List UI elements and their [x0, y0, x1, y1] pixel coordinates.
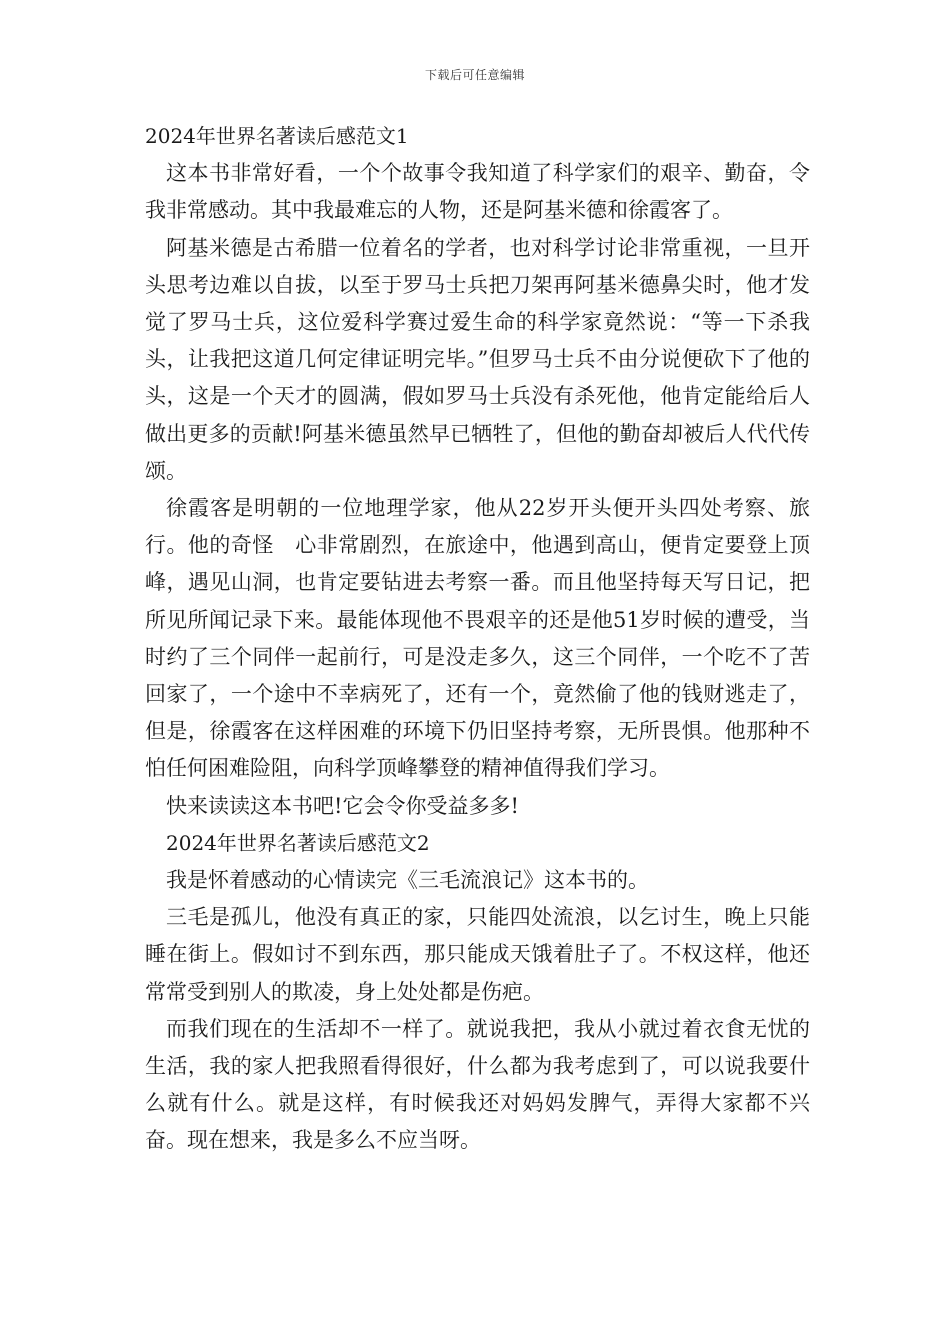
article-1-paragraph-3: 徐霞客是明朝的一位地理学家，他从22岁开头便开头四处考察、旅行。他的奇怪 心非常剧烈，在旅途中，他遇到高山，便肯定要登上顶峰，遇见山洞，也肯定要钻进去考察一番。而且他坚持每天写日记，把所见所闻记录下来。最能体现他不畏艰辛的还是他51岁时候的遭受，当时约了三个同伴一起前行，可是没走多久，这三个同伴，一个吃不了苦回家了，一个途中不幸病死了，还有一个，竟然偷了他的钱财逃走了，但是，徐霞客在这样困难的环境下仍旧坚持考察，无所畏惧。他那种不怕任何困难险阻，向科学顶峰攀登的精神值得我们学习。 [145, 496, 810, 781]
article-1-paragraph-1: 这本书非常好看，一个个故事令我知道了科学家们的艰辛、勤奋，令我非常感动。其中我最难忘的人物，还是阿基米德和徐霞客了。 [145, 161, 810, 223]
article-1-paragraph-4: 快来读读这本书吧!它会令你受益多多! [166, 793, 519, 818]
article-2-paragraph-3: 而我们现在的生活却不一样了。就说我把，我从小就过着衣食无忧的生活，我的家人把我照看得很好，什么都为我考虑到了，可以说我要什么就有什么。就是这样，有时候我还对妈妈发脾气，弄得大家都不兴奋。现在想来，我是多么不应当呀。 [145, 1016, 810, 1153]
article-2-paragraph-1: 我是怀着感动的心情读完《三毛流浪记》这本书的。 [166, 868, 649, 893]
article-2-paragraph-2: 三毛是孤儿，他没有真正的家，只能四处流浪，以乞讨生，晚上只能睡在街上。假如讨不到东西，那只能成天饿着肚子了。不权这样，他还常常受到别人的欺凌，身上处处都是伤疤。 [145, 905, 810, 1004]
page-header: 下载后可任意编辑 [424, 68, 525, 82]
document-body [145, 118, 810, 1160]
article-1-title: 2024年世界名著读后感范文1 [145, 124, 409, 148]
article-2-title: 2024年世界名著读后感范文2 [166, 830, 430, 855]
article-1-paragraph-2: 阿基米德是古希腊一位着名的学者，也对科学讨论非常重视，一旦开头思考边难以自拔，以至于罗马士兵把刀架再阿基米德鼻尖时，他才发觉了罗马士兵，这位爱科学赛过爱生命的科学家竟然说：“等一下杀我头，让我把这道几何定律证明完毕。”但罗马士兵不由分说便砍下了他的头，这是一个天才的圆满，假如罗马士兵没有杀死他，他肯定能给后人做出更多的贡献!阿基米德虽然早已牺牲了，但他的勤奋却被后人代代传颂。 [145, 235, 810, 483]
